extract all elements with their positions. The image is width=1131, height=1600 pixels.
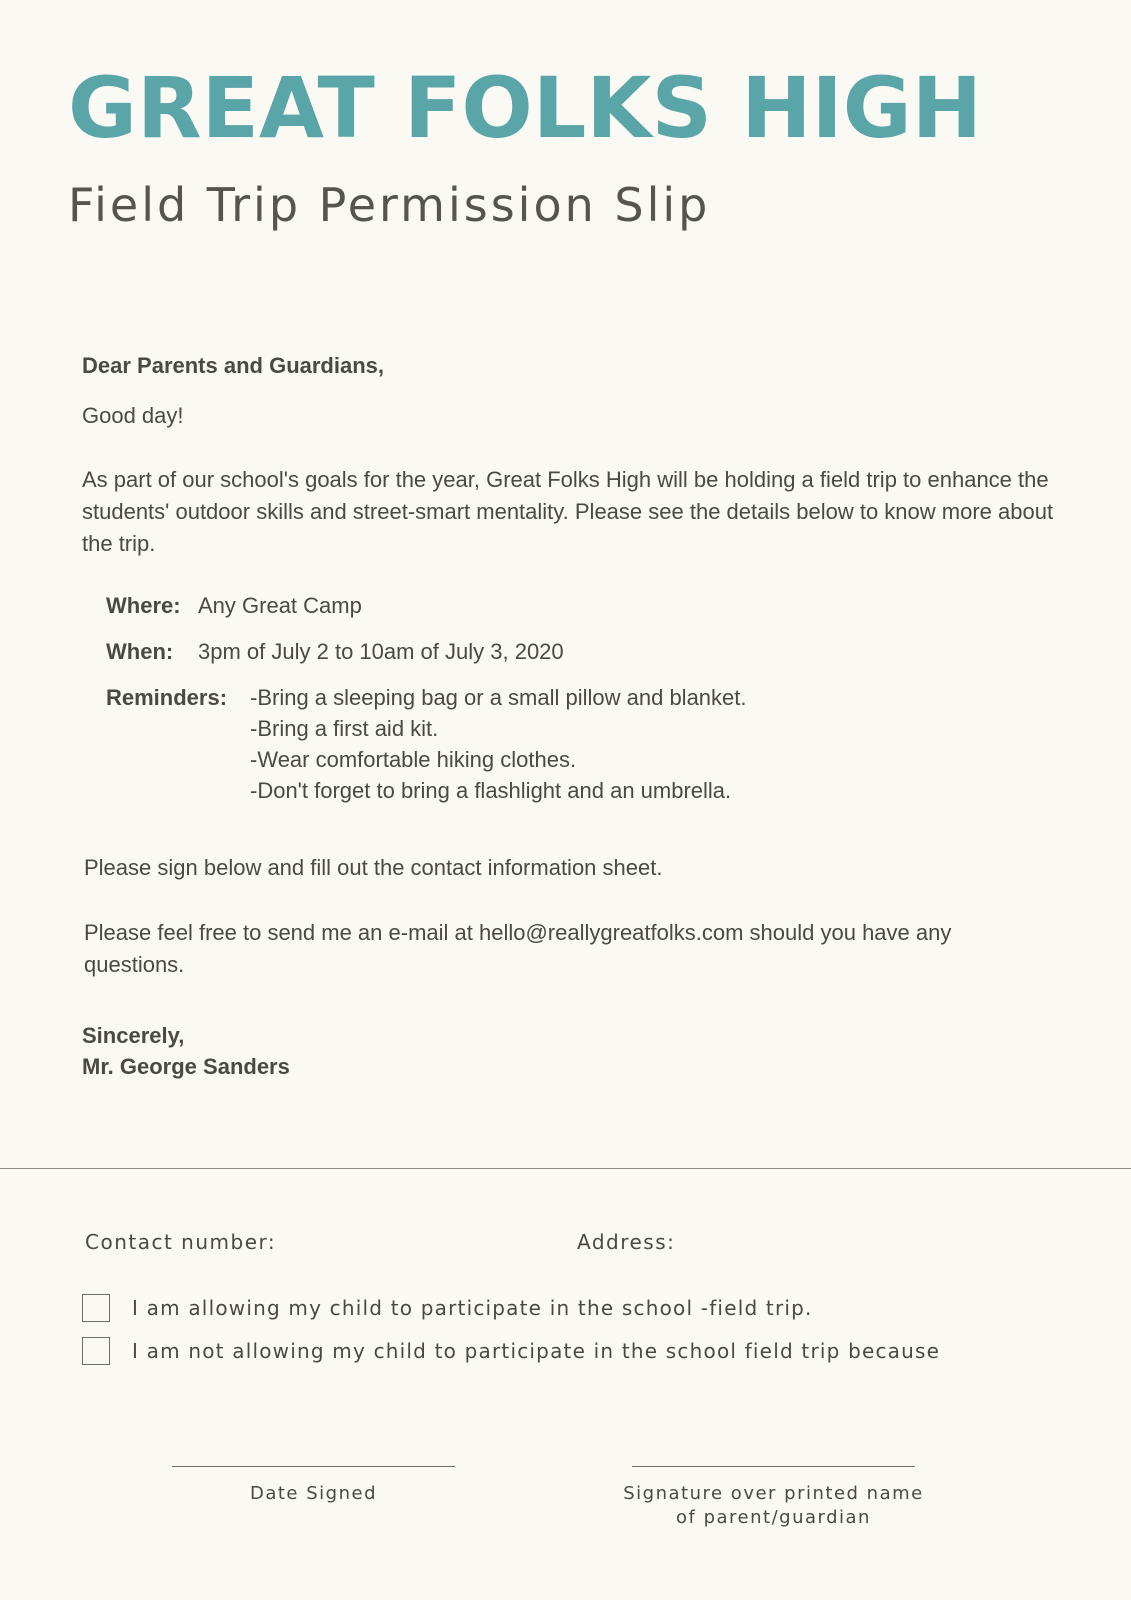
reminders-list bbox=[250, 682, 747, 806]
sender-name: Mr. George Sanders bbox=[82, 1054, 290, 1079]
deny-checkbox[interactable] bbox=[82, 1337, 110, 1365]
reminder-item: -Wear comfortable hiking clothes. bbox=[250, 747, 577, 772]
document-title: Field Trip Permission Slip bbox=[68, 178, 711, 232]
trip-details bbox=[106, 590, 747, 806]
address-label: Address: bbox=[577, 1230, 676, 1254]
contact-number-label: Contact number: bbox=[85, 1230, 277, 1254]
deny-option-label: I am not allowing my child to participate in the school field trip because bbox=[132, 1339, 941, 1363]
reminder-item: -Don't forget to bring a flashlight and an umbrella. bbox=[250, 778, 732, 803]
where-value: Any Great Camp bbox=[198, 593, 362, 618]
letter-body bbox=[82, 350, 1062, 560]
email-note: Please feel free to send me an e-mail at hello@reallygreatfolks.com should you have any questions. bbox=[84, 920, 952, 977]
signature-caption-line1: Signature over printed name bbox=[623, 1483, 924, 1504]
reminder-item: -Bring a first aid kit. bbox=[250, 716, 439, 741]
school-name: GREAT FOLKS HIGH bbox=[68, 59, 982, 157]
where-row bbox=[106, 590, 747, 622]
when-row bbox=[106, 636, 747, 668]
when-label: When: bbox=[106, 639, 174, 664]
date-signed-line[interactable] bbox=[172, 1466, 455, 1467]
signature-line[interactable] bbox=[632, 1466, 915, 1467]
signature-caption-line2: of parent/guardian bbox=[676, 1507, 871, 1528]
greeting: Good day! bbox=[82, 403, 184, 428]
sign-off-text: Sincerely, bbox=[82, 1023, 185, 1048]
sign-instruction: Please sign below and fill out the contact information sheet. bbox=[84, 855, 663, 880]
deny-option[interactable] bbox=[82, 1337, 940, 1365]
signature-caption bbox=[612, 1482, 935, 1530]
date-signed-caption: Date Signed bbox=[249, 1483, 377, 1504]
reminders-label: Reminders: bbox=[106, 685, 228, 710]
allow-checkbox[interactable] bbox=[82, 1294, 110, 1322]
intro-paragraph: As part of our school's goals for the year, Great Folks High will be holding a field trip to enhance the students' outdoor skills and street-smart mentality. Please see the details below to know more about the trip. bbox=[82, 467, 1054, 556]
allow-option[interactable] bbox=[82, 1294, 813, 1322]
when-value: 3pm of July 2 to 10am of July 3, 2020 bbox=[198, 639, 564, 664]
sign-off bbox=[82, 1020, 290, 1082]
section-divider bbox=[0, 1168, 1131, 1169]
reminders-row bbox=[106, 682, 747, 806]
where-label: Where: bbox=[106, 593, 181, 618]
reminder-item: -Bring a sleeping bag or a small pillow and blanket. bbox=[250, 685, 747, 710]
closing-paragraphs bbox=[84, 852, 1044, 981]
salutation: Dear Parents and Guardians, bbox=[82, 353, 384, 378]
allow-option-label: I am allowing my child to participate in the school -field trip. bbox=[132, 1296, 813, 1320]
